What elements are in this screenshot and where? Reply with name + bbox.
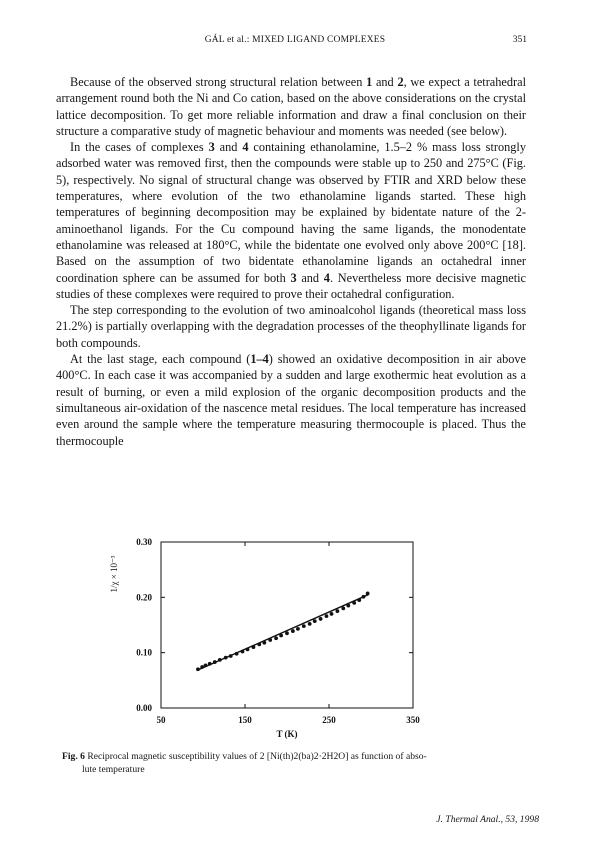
y-axis-label: 1/χ × 10⁻³ <box>109 555 119 593</box>
data-point <box>279 634 283 638</box>
data-point <box>336 609 340 613</box>
compound-number: 1–4 <box>250 352 269 367</box>
data-point <box>291 629 295 633</box>
data-point <box>313 619 317 623</box>
text-run: In the cases of complexes <box>70 140 209 155</box>
data-point <box>196 667 200 671</box>
data-point <box>319 617 323 621</box>
data-point <box>257 642 261 646</box>
data-point <box>352 601 356 605</box>
data-point <box>268 638 272 642</box>
data-point <box>218 658 222 662</box>
data-point <box>235 652 239 656</box>
x-tick-label: 50 <box>156 715 166 725</box>
y-tick-label: 0.10 <box>136 647 152 658</box>
text-run: and <box>372 75 398 89</box>
journal-citation: J. Thermal Anal., 53, 1998 <box>436 814 539 825</box>
figure-6-chart <box>104 530 474 745</box>
data-point <box>229 654 233 658</box>
text-run: , we expect a tetrahedral arrangement round both the Ni and Co cation, based on the above considerations on the crystal lattice decomposition. To get more reliable information and draw a final conclusion on their structure a comparative study of magnetic behaviour and moments was needed (see below). <box>56 75 526 138</box>
text-run: At the last stage, each compound ( <box>70 352 251 367</box>
x-tick-label: 150 <box>238 715 252 725</box>
compound-number: 2 <box>397 75 404 89</box>
article-body <box>56 74 526 449</box>
data-point <box>246 647 250 651</box>
compound-number: 1 <box>366 75 373 89</box>
compound-number: 3 <box>208 140 215 155</box>
data-point <box>241 650 245 654</box>
data-point <box>325 614 329 618</box>
data-point <box>213 660 217 664</box>
figure-caption <box>62 751 537 776</box>
data-point <box>274 636 278 640</box>
text-run: Because of the observed strong structural relation between <box>70 75 367 89</box>
page-number: 351 <box>512 35 527 45</box>
data-point <box>341 607 345 611</box>
compound-number: 4 <box>323 270 330 285</box>
y-tick-label: 0.20 <box>136 592 152 603</box>
x-tick-label: 250 <box>322 715 336 725</box>
text-run: and <box>214 140 243 155</box>
y-tick-label: 0.30 <box>136 537 152 547</box>
caption-text-line2: lute temperature <box>82 763 145 775</box>
data-point <box>366 592 370 596</box>
paragraph <box>56 139 526 302</box>
data-point <box>296 627 300 631</box>
data-point <box>224 656 228 660</box>
running-title: GÁL et al.: MIXED LIGAND COMPLEXES <box>204 35 386 45</box>
data-point <box>346 604 350 608</box>
fit-line <box>197 595 368 671</box>
data-point <box>285 631 289 635</box>
data-point <box>262 641 266 645</box>
text-run: ) showed an oxidative decomposition in air above 400°C. In each case it was accompanied by a sudden and large exothermic heat evolution as a result of burning, or even a mild explosion of the organic decomposition products and the simultaneous air-oxidation of the nascence metal residues. The local temperature has increased even around the sample where the temperature measuring thermocouple is placed. Thus the thermocouple <box>56 352 526 448</box>
data-point <box>208 662 212 666</box>
compound-number: 4 <box>242 140 249 155</box>
text-run: The step corresponding to the evolution of two aminoalcohol ligands (theoretical mass loss 21.2%) is partially overlapping with the degradation processes of the theophyllinate ligands for both compounds. <box>56 303 526 350</box>
paragraph <box>56 351 526 449</box>
text-run: containing ethanolamine, 1.5–2 % mass loss strongly adsorbed water was removed first, then the compounds were stable up to 250 and 275°C (Fig. 5), respectively. No signal of structural change was observed by FTIR and XRD below these temperatures, where evolution of the two ethanolamine ligands started. These high temperatures of beginning decomposition may be explained by bidentate nature of the 2-aminoethanol ligands. For the Cu compound having the same ligands, the monodentate ethanolamine was released at 180°C, while the bidentate one evolved only above 200°C [18]. Based on the assumption of two bidentate ethanolamine ligands an octahedral inner coordination sphere can be assumed for both <box>56 140 526 285</box>
text-run: . Nevertheless more decisive magnetic studies of these complexes were required to prove their octahedral configuration. <box>56 270 527 301</box>
caption-text-line1: Reciprocal magnetic susceptibility values of 2 [Ni(th)2(ba)2·2H2O] as function of abso- <box>84 751 427 762</box>
data-point <box>330 612 334 616</box>
data-point <box>200 665 204 669</box>
chart-svg <box>104 530 474 745</box>
data-point <box>302 624 306 628</box>
data-point <box>252 645 256 649</box>
data-point <box>357 598 361 602</box>
data-point <box>362 595 366 599</box>
text-run: and <box>296 270 324 285</box>
paragraph <box>56 302 526 351</box>
data-point <box>204 663 208 667</box>
x-tick-label: 350 <box>406 715 420 725</box>
compound-number: 3 <box>290 270 297 285</box>
plot-frame <box>161 542 413 708</box>
page-header <box>60 35 530 51</box>
x-axis-label: T (K) <box>276 729 298 739</box>
paragraph <box>56 74 526 139</box>
data-point <box>308 622 312 626</box>
y-tick-label: 0.00 <box>136 703 152 713</box>
caption-label: Fig. 6 <box>62 751 85 762</box>
